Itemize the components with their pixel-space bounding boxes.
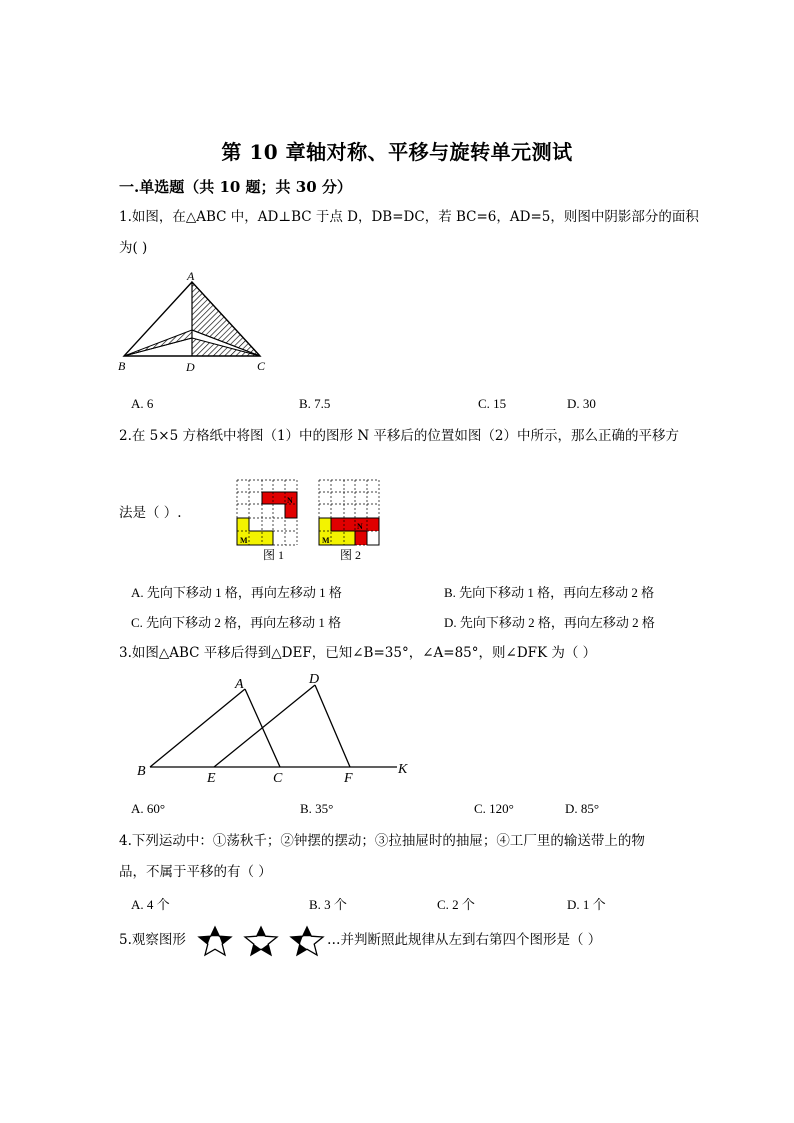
q4-option-c[interactable]: C. 2 个 (437, 897, 475, 912)
q2-option-b[interactable]: B. 先向下移动 1 格，再向左移动 2 格 (444, 585, 655, 600)
q2-fig1-label-m: M (240, 536, 248, 545)
section-heading: 一.单选题（共 10 题；共 30 分） (119, 178, 352, 196)
q4-text-line2: 品，不属于平移的有（ ） (119, 864, 272, 880)
q4-option-d[interactable]: D. 1 个 (567, 897, 606, 912)
q2-grid-figure-2 (318, 479, 380, 563)
q2-text-line2: 法是（ ）. (119, 505, 182, 521)
q5-star-pattern-1 (195, 925, 235, 957)
q4-option-b[interactable]: B. 3 个 (309, 897, 347, 912)
q3-label-c: C (273, 771, 283, 786)
q3-option-a[interactable]: A. 60° (131, 801, 166, 816)
q2-option-d[interactable]: D. 先向下移动 2 格，再向左移动 2 格 (444, 615, 655, 630)
q3-option-c[interactable]: C. 120° (474, 801, 514, 816)
q3-label-a: A (235, 677, 244, 692)
q4-text-line1: 4.下列运动中：①荡秋千；②钟摆的摆动；③拉抽屉时的抽屉；④工厂里的输送带上的物 (119, 833, 645, 849)
q3-option-d[interactable]: D. 85° (565, 801, 600, 816)
q3-label-e: E (207, 771, 216, 786)
q1-option-c[interactable]: C. 15 (478, 396, 507, 411)
q2-fig1-label-n: N (287, 496, 293, 505)
q5-text-prefix: 5.观察图形 (119, 932, 186, 948)
q3-label-b: B (137, 764, 146, 779)
q2-option-c[interactable]: C. 先向下移动 2 格，再向左移动 1 格 (131, 615, 342, 630)
q3-label-d: D (309, 672, 320, 687)
q3-text-line1: 3.如图△ABC 平移后得到△DEF，已知∠B=35°，∠A=85°，则∠DFK 为（ ） (119, 645, 597, 661)
q1-label-c: C (257, 359, 266, 373)
q3-label-k: K (398, 762, 408, 777)
q1-label-b: B (118, 359, 126, 373)
q2-fig2-caption: 图 2 (340, 548, 362, 562)
q1-text-line1: 1.如图，在△ABC 中，AD⊥BC 于点 D，DB=DC，若 BC=6，AD=5，则图中阴影部分的面积 (119, 209, 699, 225)
q1-triangle-figure (112, 270, 282, 378)
q1-option-d[interactable]: D. 30 (567, 396, 596, 411)
q5-star-pattern-3 (287, 925, 327, 957)
page-title: 第 10 章轴对称、平移与旋转单元测试 (221, 140, 573, 164)
q2-option-a[interactable]: A. 先向下移动 1 格，再向左移动 1 格 (131, 585, 342, 600)
q3-option-b[interactable]: B. 35° (300, 801, 334, 816)
q5-star-pattern-2 (241, 925, 281, 957)
q2-fig2-label-m: M (322, 536, 330, 545)
q1-label-d: D (186, 360, 195, 374)
q3-label-f: F (344, 771, 353, 786)
q2-fig1-caption: 图 1 (263, 548, 285, 562)
q4-option-a[interactable]: A. 4 个 (131, 897, 170, 912)
q1-option-b[interactable]: B. 7.5 (299, 396, 331, 411)
q2-grid-figure-1 (236, 479, 298, 563)
q5-text-suffix: …并判断照此规律从左到右第四个图形是（ ） (327, 932, 602, 948)
q1-label-a: A (187, 270, 195, 283)
q3-translation-figure (132, 668, 422, 790)
q1-text-line2: 为( ) (119, 240, 148, 256)
q2-fig2-label-n: N (357, 522, 363, 531)
q2-text-line1: 2.在 5×5 方格纸中将图（1）中的图形 N 平移后的位置如图（2）中所示，那么正确的平移方 (119, 428, 680, 444)
q1-option-a[interactable]: A. 6 (131, 396, 154, 411)
